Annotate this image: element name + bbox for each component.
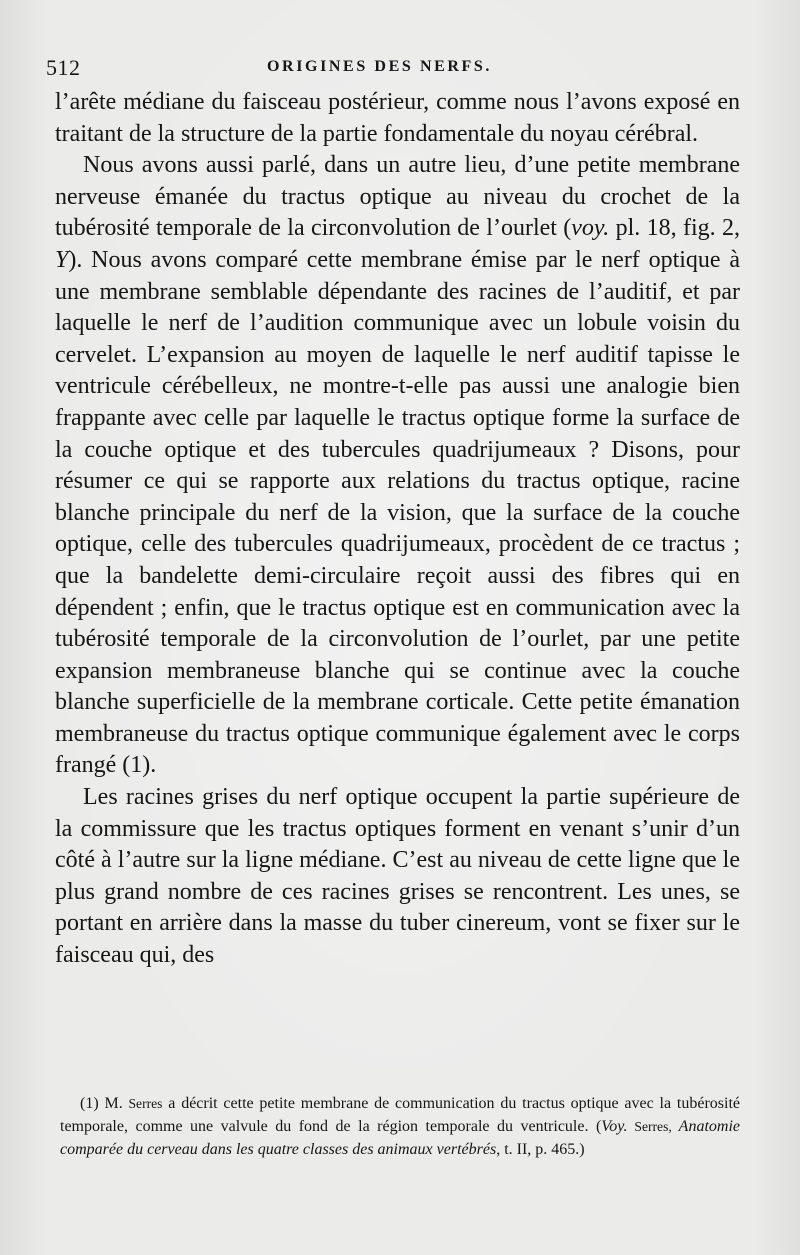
plate-reference: pl. 18, fig. 2, — [609, 215, 740, 242]
footnote — [60, 1092, 740, 1161]
running-head: ORIGINES DES NERFS. — [267, 58, 493, 75]
paragraph-2-text-b: ). Nous avons comparé cette membrane émise par le nerf optique à une membrane semblable dépendante des racines de l’auditif, et par laquelle le nerf de l’audition communique avec un lobule voisin du cervelet. L’expansion au moyen de laquelle le nerf auditif tapisse le ventricule cérébelleux, ne montre-t-elle pas aussi une analogie bien frappante avec celle par laquelle le tractus optique forme la surface de la couche optique et des tubercules quadrijumeaux ? Disons, pour résumer ce qui se rapporte aux relations du tractus optique, racine blanche principale du nerf de la vision, que la surface de la couche optique, celle des tubercules quadrijumeaux, procèdent de ce tractus ; que la bandelette demi-circulaire reçoit aussi des fibres qui en dépendent ; enfin, que le tractus optique est en communication avec la tubérosité temporale de la circonvolution de l’ourlet, par une petite expansion membraneuse blanche qui se continue avec la couche blanche superficielle de la membrane corticale. Cette petite émanation membraneuse du tractus optique communique également avec le corps frangé (1). — [55, 246, 740, 779]
paragraph-1-text: l’arête médiane du faisceau postérieur, comme nous l’avons exposé en traitant de la structure de la partie fondamentale du noyau cérébral. — [55, 89, 740, 147]
footnote-author: Serres — [128, 1096, 163, 1111]
figure-letter: Y — [55, 246, 69, 273]
footnote-book-title: Anatomie comparée du cerveau dans les quatre classes des animaux vertébrés — [60, 1118, 740, 1158]
page-number: 512 — [46, 55, 81, 80]
paragraph-2-text-a: Nous avons aussi parlé, dans un autre lieu, d’une petite membrane nerveuse émanée du tractus optique au niveau du crochet de la tubérosité temporale de la circonvolution de l’ourlet ( — [55, 152, 740, 242]
paragraph-continuation — [55, 87, 740, 150]
footnote-voy: Voy. — [601, 1118, 628, 1135]
paragraph-grey-roots — [55, 782, 740, 972]
footnote-author-2: Serres, — [627, 1119, 679, 1134]
footnote-1 — [60, 1092, 740, 1161]
footnote-marker: (1) M. — [80, 1095, 129, 1112]
page-header — [46, 55, 746, 83]
paragraph-3-text: Les racines grises du nerf optique occupent la partie supérieure de la commissure que les tractus optiques forment en venant s’unir d’un côté à l’autre sur la ligne médiane. C’est au niveau de cette ligne que le plus grand nombre de ces racines grises se rencontrent. Les unes, se portant en arrière dans la masse du tuber cinereum, vont se fixer sur le faisceau qui, des — [55, 784, 740, 969]
paragraph-membrane — [55, 150, 740, 782]
footnote-citation: , t. II, p. 465.) — [496, 1141, 585, 1158]
body-text — [55, 87, 740, 972]
footnote-text-a: a décrit cette petite membrane de communication du tractus optique avec la tubérosité temporale, comme une valvule du fond de la région temporale du ventricule. ( — [60, 1095, 740, 1135]
voy-abbreviation: voy. — [571, 215, 610, 242]
